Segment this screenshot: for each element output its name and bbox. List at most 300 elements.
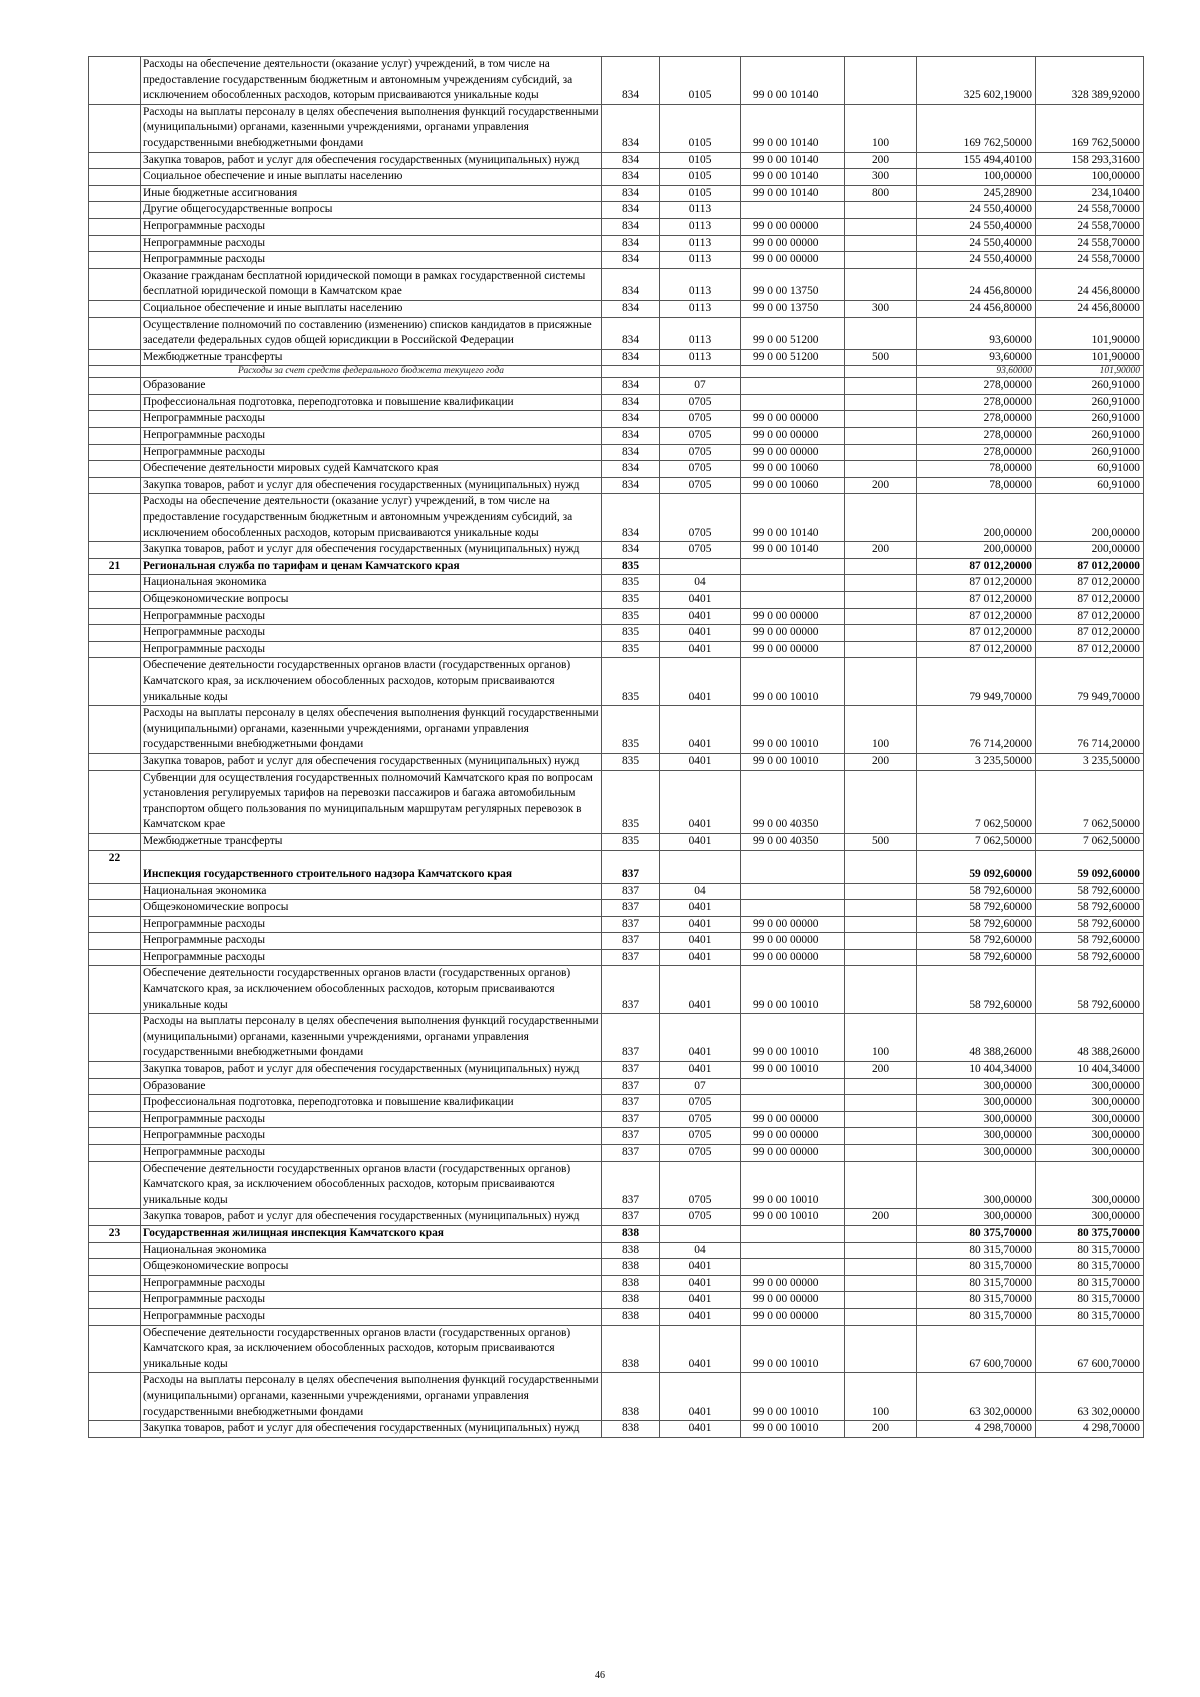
- department-code: 834: [602, 57, 660, 105]
- amount-year-1: 58 792,60000: [917, 883, 1036, 900]
- row-number: [89, 169, 141, 186]
- target-article: 99 0 00 00000: [741, 1275, 845, 1292]
- target-article: 99 0 00 10010: [741, 1014, 845, 1062]
- expense-type-code: [845, 394, 917, 411]
- expense-name: Инспекция государственного строительного надзора Камчатского края: [141, 850, 602, 883]
- amount-year-2: 24 456,80000: [1036, 300, 1144, 317]
- expense-name: Обеспечение деятельности государственных органов власти (государственных органов) Камчатского края, за исключением обособленных расходов, которым присваиваются уникальные коды: [141, 658, 602, 706]
- row-number: [89, 104, 141, 152]
- table-row: [89, 1014, 1144, 1062]
- expense-type-code: 800: [845, 185, 917, 202]
- expense-name: Расходы на обеспечение деятельности (оказание услуг) учреждений, в том числе на предоставление государственным бюджетным и автономным учреждениям субсидий, за исключением обособленных расходов, которым присваиваются уникальные коды: [141, 494, 602, 542]
- amount-year-1: 278,00000: [917, 428, 1036, 445]
- section-code: 04: [660, 1242, 741, 1259]
- table-row: [89, 1161, 1144, 1209]
- department-code: 838: [602, 1373, 660, 1421]
- department-code: 835: [602, 753, 660, 770]
- table-row: [89, 575, 1144, 592]
- section-code: 0401: [660, 1421, 741, 1438]
- table-row: [89, 1128, 1144, 1145]
- expense-type-code: 200: [845, 1209, 917, 1226]
- amount-year-2: 80 315,70000: [1036, 1292, 1144, 1309]
- table-row: [89, 542, 1144, 559]
- amount-year-1: 80 315,70000: [917, 1275, 1036, 1292]
- amount-year-2: 24 558,70000: [1036, 202, 1144, 219]
- row-number: [89, 833, 141, 850]
- expense-type-code: [845, 949, 917, 966]
- amount-year-2: 300,00000: [1036, 1078, 1144, 1095]
- target-article: 99 0 00 10140: [741, 152, 845, 169]
- target-article: 99 0 00 10010: [741, 1062, 845, 1079]
- amount-year-1: 87 012,20000: [917, 592, 1036, 609]
- expense-type-code: [845, 235, 917, 252]
- amount-year-1: 278,00000: [917, 394, 1036, 411]
- amount-year-2: 80 315,70000: [1036, 1308, 1144, 1325]
- amount-year-2: 87 012,20000: [1036, 558, 1144, 575]
- table-row: [89, 770, 1144, 833]
- row-number: [89, 378, 141, 395]
- amount-year-1: 300,00000: [917, 1078, 1036, 1095]
- department-code: 834: [602, 169, 660, 186]
- table-row: [89, 1308, 1144, 1325]
- amount-year-1: 24 550,40000: [917, 202, 1036, 219]
- target-article: [741, 1242, 845, 1259]
- amount-year-2: 260,91000: [1036, 394, 1144, 411]
- amount-year-1: 63 302,00000: [917, 1373, 1036, 1421]
- department-code: 837: [602, 933, 660, 950]
- row-number: [89, 1145, 141, 1162]
- target-article: 99 0 00 00000: [741, 218, 845, 235]
- expense-name: Непрограммные расходы: [141, 235, 602, 252]
- target-article: 99 0 00 10140: [741, 169, 845, 186]
- target-article: 99 0 00 00000: [741, 1145, 845, 1162]
- section-code: 0113: [660, 218, 741, 235]
- department-code: 834: [602, 494, 660, 542]
- amount-year-2: 300,00000: [1036, 1095, 1144, 1112]
- department-code: 835: [602, 658, 660, 706]
- amount-year-1: 24 550,40000: [917, 252, 1036, 269]
- department-code: 835: [602, 608, 660, 625]
- department-code: 838: [602, 1259, 660, 1276]
- amount-year-1: 300,00000: [917, 1095, 1036, 1112]
- target-article: 99 0 00 10060: [741, 461, 845, 478]
- expense-name: Непрограммные расходы: [141, 641, 602, 658]
- expense-name: Национальная экономика: [141, 1242, 602, 1259]
- department-code: 834: [602, 104, 660, 152]
- target-article: 99 0 00 00000: [741, 1292, 845, 1309]
- expense-type-code: [845, 1225, 917, 1242]
- amount-year-2: 80 315,70000: [1036, 1275, 1144, 1292]
- section-code: 0705: [660, 542, 741, 559]
- amount-year-1: 87 012,20000: [917, 625, 1036, 642]
- table-row: [89, 461, 1144, 478]
- table-row: [89, 57, 1144, 105]
- department-code: 835: [602, 770, 660, 833]
- expense-type-code: [845, 1259, 917, 1276]
- expense-type-code: [845, 444, 917, 461]
- row-number: [89, 349, 141, 366]
- row-number: [89, 1014, 141, 1062]
- target-article: [741, 1259, 845, 1276]
- expense-name: Обеспечение деятельности государственных органов власти (государственных органов) Камчатского края, за исключением обособленных расходов, которым присваиваются уникальные коды: [141, 1325, 602, 1373]
- row-number: [89, 252, 141, 269]
- amount-year-1: 87 012,20000: [917, 608, 1036, 625]
- amount-year-2: 158 293,31600: [1036, 152, 1144, 169]
- amount-year-2: 80 375,70000: [1036, 1225, 1144, 1242]
- expense-name: Обеспечение деятельности государственных органов власти (государственных органов) Камчатского края, за исключением обособленных расходов, которым присваиваются уникальные коды: [141, 1161, 602, 1209]
- expense-name: Общеэкономические вопросы: [141, 1259, 602, 1276]
- amount-year-1: 79 949,70000: [917, 658, 1036, 706]
- expense-type-code: [845, 252, 917, 269]
- section-code: 0113: [660, 202, 741, 219]
- amount-year-2: 60,91000: [1036, 461, 1144, 478]
- table-row: [89, 883, 1144, 900]
- row-number: [89, 1308, 141, 1325]
- expense-type-code: 500: [845, 349, 917, 366]
- row-number: [89, 1292, 141, 1309]
- section-code: 0113: [660, 268, 741, 300]
- expense-name: Оказание гражданам бесплатной юридической помощи в рамках государственной системы бесплатной юридической помощи в Камчатском крае: [141, 268, 602, 300]
- table-row: [89, 1145, 1144, 1162]
- row-number: [89, 394, 141, 411]
- amount-year-2: 79 949,70000: [1036, 658, 1144, 706]
- expense-name: Непрограммные расходы: [141, 411, 602, 428]
- amount-year-1: 155 494,40100: [917, 152, 1036, 169]
- department-code: 837: [602, 900, 660, 917]
- expense-name: Расходы на обеспечение деятельности (оказание услуг) учреждений, в том числе на предоставление государственным бюджетным и автономным учреждениям субсидий, за исключением обособленных расходов, которым присваиваются уникальные коды: [141, 57, 602, 105]
- department-code: 838: [602, 1242, 660, 1259]
- section-code: 0113: [660, 349, 741, 366]
- row-number: 22: [89, 850, 141, 883]
- expense-name: Общеэкономические вопросы: [141, 900, 602, 917]
- target-article: [741, 1225, 845, 1242]
- amount-year-1: 24 550,40000: [917, 235, 1036, 252]
- expense-name: Непрограммные расходы: [141, 1145, 602, 1162]
- section-code: 04: [660, 575, 741, 592]
- row-number: [89, 706, 141, 754]
- expense-type-code: [845, 883, 917, 900]
- department-code: 837: [602, 850, 660, 883]
- expense-type-code: 200: [845, 1421, 917, 1438]
- target-article: 99 0 00 10140: [741, 57, 845, 105]
- target-article: 99 0 00 10010: [741, 1325, 845, 1373]
- target-article: 99 0 00 10060: [741, 477, 845, 494]
- row-number: [89, 1062, 141, 1079]
- target-article: 99 0 00 00000: [741, 252, 845, 269]
- amount-year-1: 87 012,20000: [917, 575, 1036, 592]
- amount-year-1: 200,00000: [917, 542, 1036, 559]
- section-code: 0705: [660, 1111, 741, 1128]
- table-row: [89, 558, 1144, 575]
- amount-year-1: 3 235,50000: [917, 753, 1036, 770]
- expense-type-code: [845, 933, 917, 950]
- amount-year-2: 87 012,20000: [1036, 592, 1144, 609]
- table-row: [89, 608, 1144, 625]
- amount-year-2: 59 092,60000: [1036, 850, 1144, 883]
- expense-name: Расходы на выплаты персоналу в целях обеспечения выполнения функций государственными (муниципальными) органами, казенными учреждениями, органами управления государственными внебюджетными фондами: [141, 706, 602, 754]
- row-number: [89, 1078, 141, 1095]
- row-number: [89, 202, 141, 219]
- section-code: 0105: [660, 104, 741, 152]
- target-article: 99 0 00 10140: [741, 185, 845, 202]
- expense-type-code: [845, 218, 917, 235]
- row-number: [89, 218, 141, 235]
- table-row: [89, 378, 1144, 395]
- table-row: [89, 1242, 1144, 1259]
- table-row: [89, 850, 1144, 883]
- expense-name: Непрограммные расходы: [141, 444, 602, 461]
- department-code: 834: [602, 252, 660, 269]
- section-code: 0401: [660, 966, 741, 1014]
- table-row: [89, 1225, 1144, 1242]
- amount-year-1: 67 600,70000: [917, 1325, 1036, 1373]
- row-number: [89, 461, 141, 478]
- expense-type-code: [845, 317, 917, 349]
- expense-type-code: [845, 625, 917, 642]
- department-code: 838: [602, 1308, 660, 1325]
- expense-type-code: 200: [845, 152, 917, 169]
- row-number: [89, 185, 141, 202]
- amount-year-2: 101,90000: [1036, 349, 1144, 366]
- row-number: [89, 1325, 141, 1373]
- section-code: 0705: [660, 1128, 741, 1145]
- table-row: [89, 949, 1144, 966]
- amount-year-2: 234,10400: [1036, 185, 1144, 202]
- amount-year-1: 93,60000: [917, 317, 1036, 349]
- expense-type-code: 100: [845, 706, 917, 754]
- expense-type-code: 200: [845, 477, 917, 494]
- amount-year-1: 245,28900: [917, 185, 1036, 202]
- amount-year-1: 59 092,60000: [917, 850, 1036, 883]
- table-row: [89, 1373, 1144, 1421]
- section-code: 0705: [660, 461, 741, 478]
- target-article: 99 0 00 10010: [741, 1373, 845, 1421]
- section-code: 0705: [660, 394, 741, 411]
- department-code: 835: [602, 592, 660, 609]
- target-article: 99 0 00 51200: [741, 349, 845, 366]
- target-article: 99 0 00 10010: [741, 1161, 845, 1209]
- amount-year-1: 24 456,80000: [917, 300, 1036, 317]
- table-row: [89, 1078, 1144, 1095]
- amount-year-1: 80 315,70000: [917, 1308, 1036, 1325]
- department-code: 838: [602, 1325, 660, 1373]
- target-article: 99 0 00 10140: [741, 494, 845, 542]
- expense-type-code: [845, 1145, 917, 1162]
- expense-name: Расходы на выплаты персоналу в целях обеспечения выполнения функций государственными (муниципальными) органами, казенными учреждениями, органами управления государственными внебюджетными фондами: [141, 1014, 602, 1062]
- section-code: 0705: [660, 428, 741, 445]
- department-code: 835: [602, 558, 660, 575]
- department-code: [602, 366, 660, 378]
- expense-name: Межбюджетные трансферты: [141, 349, 602, 366]
- section-code: 0105: [660, 185, 741, 202]
- amount-year-1: 58 792,60000: [917, 916, 1036, 933]
- amount-year-1: 78,00000: [917, 477, 1036, 494]
- amount-year-1: 76 714,20000: [917, 706, 1036, 754]
- amount-year-1: 100,00000: [917, 169, 1036, 186]
- amount-year-1: 58 792,60000: [917, 949, 1036, 966]
- table-row: [89, 218, 1144, 235]
- amount-year-1: 58 792,60000: [917, 966, 1036, 1014]
- row-number: [89, 753, 141, 770]
- department-code: 838: [602, 1225, 660, 1242]
- row-number: [89, 1275, 141, 1292]
- section-code: 0401: [660, 753, 741, 770]
- amount-year-1: 200,00000: [917, 494, 1036, 542]
- row-number: [89, 641, 141, 658]
- expense-type-code: 200: [845, 542, 917, 559]
- department-code: 838: [602, 1421, 660, 1438]
- expense-name: Расходы на выплаты персоналу в целях обеспечения выполнения функций государственными (муниципальными) органами, казенными учреждениями, органами управления государственными внебюджетными фондами: [141, 1373, 602, 1421]
- row-number: [89, 494, 141, 542]
- section-code: 0401: [660, 608, 741, 625]
- expense-type-code: [845, 268, 917, 300]
- expense-type-code: 300: [845, 300, 917, 317]
- amount-year-2: 300,00000: [1036, 1209, 1144, 1226]
- expense-name: Национальная экономика: [141, 575, 602, 592]
- section-code: 0113: [660, 235, 741, 252]
- target-article: 99 0 00 00000: [741, 444, 845, 461]
- expense-type-code: [845, 608, 917, 625]
- target-article: [741, 883, 845, 900]
- expense-name: Непрограммные расходы: [141, 252, 602, 269]
- table-body: [89, 57, 1144, 1438]
- amount-year-1: 58 792,60000: [917, 933, 1036, 950]
- expense-name: Иные бюджетные ассигнования: [141, 185, 602, 202]
- expense-type-code: 200: [845, 753, 917, 770]
- expense-name: Закупка товаров, работ и услуг для обеспечения государственных (муниципальных) нужд: [141, 477, 602, 494]
- expense-type-code: [845, 1292, 917, 1309]
- department-code: 834: [602, 477, 660, 494]
- amount-year-2: 58 792,60000: [1036, 916, 1144, 933]
- section-code: 0401: [660, 833, 741, 850]
- target-article: 99 0 00 00000: [741, 1308, 845, 1325]
- table-row: [89, 300, 1144, 317]
- amount-year-2: 76 714,20000: [1036, 706, 1144, 754]
- amount-year-2: 300,00000: [1036, 1161, 1144, 1209]
- amount-year-1: 24 456,80000: [917, 268, 1036, 300]
- expense-type-code: [845, 770, 917, 833]
- expense-type-code: [845, 1308, 917, 1325]
- row-number: [89, 916, 141, 933]
- row-number: [89, 366, 141, 378]
- section-code: 0401: [660, 1292, 741, 1309]
- expense-type-code: 200: [845, 1062, 917, 1079]
- target-article: 99 0 00 00000: [741, 1128, 845, 1145]
- amount-year-2: 87 012,20000: [1036, 625, 1144, 642]
- expense-type-code: [845, 1128, 917, 1145]
- department-code: 837: [602, 916, 660, 933]
- department-code: 837: [602, 1128, 660, 1145]
- table-row: [89, 833, 1144, 850]
- amount-year-2: 87 012,20000: [1036, 575, 1144, 592]
- department-code: 837: [602, 966, 660, 1014]
- row-number: [89, 933, 141, 950]
- expense-name: Национальная экономика: [141, 883, 602, 900]
- section-code: 0113: [660, 252, 741, 269]
- amount-year-1: 300,00000: [917, 1209, 1036, 1226]
- table-row: [89, 1111, 1144, 1128]
- table-row: [89, 706, 1144, 754]
- expense-name: Закупка товаров, работ и услуг для обеспечения государственных (муниципальных) нужд: [141, 542, 602, 559]
- amount-year-2: 100,00000: [1036, 169, 1144, 186]
- department-code: 834: [602, 268, 660, 300]
- expense-type-code: [845, 592, 917, 609]
- expense-name: Обеспечение деятельности мировых судей Камчатского края: [141, 461, 602, 478]
- table-row: [89, 592, 1144, 609]
- amount-year-2: 80 315,70000: [1036, 1259, 1144, 1276]
- table-row: [89, 641, 1144, 658]
- expense-type-code: 100: [845, 1014, 917, 1062]
- table-row: [89, 1325, 1144, 1373]
- expense-type-code: [845, 1161, 917, 1209]
- expense-name: Закупка товаров, работ и услуг для обеспечения государственных (муниципальных) нужд: [141, 753, 602, 770]
- target-article: 99 0 00 10010: [741, 706, 845, 754]
- amount-year-1: 278,00000: [917, 444, 1036, 461]
- expense-name: Непрограммные расходы: [141, 916, 602, 933]
- department-code: 834: [602, 444, 660, 461]
- table-row: [89, 916, 1144, 933]
- section-code: 0401: [660, 1259, 741, 1276]
- expense-type-code: 100: [845, 104, 917, 152]
- row-number: [89, 428, 141, 445]
- amount-year-2: 200,00000: [1036, 494, 1144, 542]
- amount-year-2: 58 792,60000: [1036, 933, 1144, 950]
- target-article: 99 0 00 10010: [741, 658, 845, 706]
- row-number: 21: [89, 558, 141, 575]
- expense-type-code: [845, 461, 917, 478]
- expense-name: Социальное обеспечение и иные выплаты населению: [141, 169, 602, 186]
- department-code: 837: [602, 1095, 660, 1112]
- row-number: [89, 1421, 141, 1438]
- section-code: 07: [660, 378, 741, 395]
- amount-year-1: 325 602,19000: [917, 57, 1036, 105]
- expense-type-code: [845, 428, 917, 445]
- amount-year-2: 58 792,60000: [1036, 883, 1144, 900]
- expense-name: Непрограммные расходы: [141, 1111, 602, 1128]
- amount-year-1: 24 550,40000: [917, 218, 1036, 235]
- department-code: 837: [602, 1014, 660, 1062]
- expense-name: Общеэкономические вопросы: [141, 592, 602, 609]
- expense-type-code: [845, 494, 917, 542]
- section-code: 07: [660, 1078, 741, 1095]
- expense-type-code: [845, 57, 917, 105]
- target-article: 99 0 00 00000: [741, 916, 845, 933]
- section-code: 0113: [660, 317, 741, 349]
- section-code: 0401: [660, 641, 741, 658]
- target-article: 99 0 00 00000: [741, 411, 845, 428]
- row-number: [89, 1128, 141, 1145]
- section-code: [660, 850, 741, 883]
- table-row: [89, 1209, 1144, 1226]
- target-article: 99 0 00 00000: [741, 641, 845, 658]
- table-row: [89, 169, 1144, 186]
- amount-year-2: 260,91000: [1036, 378, 1144, 395]
- department-code: 837: [602, 949, 660, 966]
- section-code: 0105: [660, 152, 741, 169]
- table-row: [89, 428, 1144, 445]
- target-article: [741, 378, 845, 395]
- expense-type-code: [845, 202, 917, 219]
- row-number: [89, 1242, 141, 1259]
- section-code: 0401: [660, 949, 741, 966]
- expense-name: Обеспечение деятельности государственных органов власти (государственных органов) Камчатского края, за исключением обособленных расходов, которым присваиваются уникальные коды: [141, 966, 602, 1014]
- budget-table: [88, 56, 1144, 1438]
- row-number: [89, 1111, 141, 1128]
- target-article: 99 0 00 00000: [741, 625, 845, 642]
- section-code: 0401: [660, 1062, 741, 1079]
- row-number: [89, 575, 141, 592]
- table-row: [89, 1062, 1144, 1079]
